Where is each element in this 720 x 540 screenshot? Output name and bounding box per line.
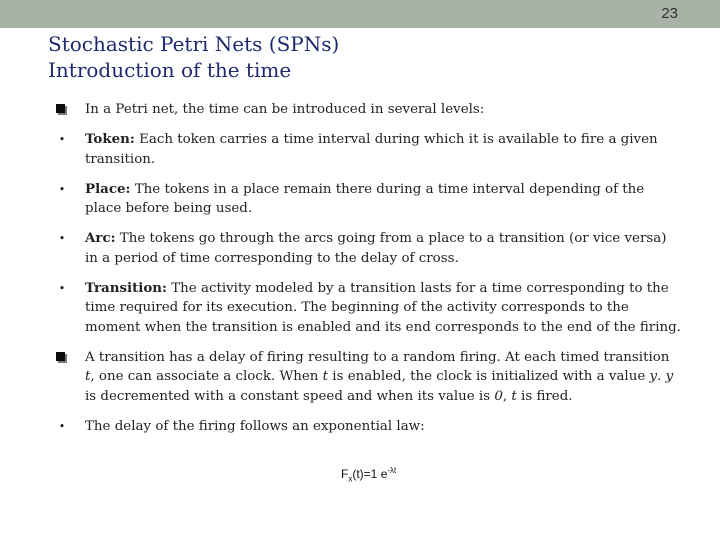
slide-number: 23 xyxy=(661,5,678,22)
item-term: Place: xyxy=(85,180,131,197)
dot-bullet-icon: • xyxy=(58,133,66,146)
list-item xyxy=(52,130,682,169)
dot-bullet-icon: • xyxy=(58,419,66,433)
item-term: Arc: xyxy=(85,230,116,246)
list-item xyxy=(52,417,682,437)
title-line-1: Stochastic Petri Nets (SPNs) xyxy=(48,32,340,56)
square-bullet-icon xyxy=(56,352,65,361)
item-term: Transition: xyxy=(85,279,167,296)
dot-bullet-icon: • xyxy=(58,232,66,245)
item-text: In a Petri net, the time can be introduced in several levels: xyxy=(85,102,485,117)
bullet-list xyxy=(52,100,682,447)
list-item xyxy=(52,229,682,268)
item-text: A transition has a delay of firing resulting to a random firing. At each timed transition t, one can associate a clock. When t is enabled, the clock is initialized with a value y. y is decremented with a constant speed and when its value is 0, t is fired. xyxy=(85,349,674,404)
item-text: The activity modeled by a transition lasts for a time corresponding to the time required for its execution. The beginning of the activity corresponds to the moment when the transition is enabled and its end corresponds to the end of the firing. xyxy=(85,280,681,335)
slide-title xyxy=(48,31,339,83)
item-text: Each token carries a time interval during which it is available to fire a given transition. xyxy=(85,132,658,167)
list-item xyxy=(52,279,682,338)
exponential-law-formula: $F_x(t)=1$ $e^{-\lambda t}$ xyxy=(341,466,397,484)
list-item xyxy=(52,100,682,120)
title-line-2: Introduction of the time xyxy=(48,58,292,82)
square-bullet-icon xyxy=(56,104,65,113)
item-term: Token: xyxy=(85,131,135,147)
dot-bullet-icon: • xyxy=(58,281,66,295)
top-bar xyxy=(0,0,720,28)
item-text: The tokens in a place remain there during a time interval depending of the place before being used. xyxy=(85,181,645,216)
list-item xyxy=(52,348,682,407)
item-text: The tokens go through the arcs going from a place to a transition (or vice versa) in a period of time corresponding to the delay of cross. xyxy=(85,231,667,266)
dot-bullet-icon: • xyxy=(58,182,66,196)
list-item xyxy=(52,180,682,219)
item-text: The delay of the firing follows an exponential law: xyxy=(85,418,425,434)
